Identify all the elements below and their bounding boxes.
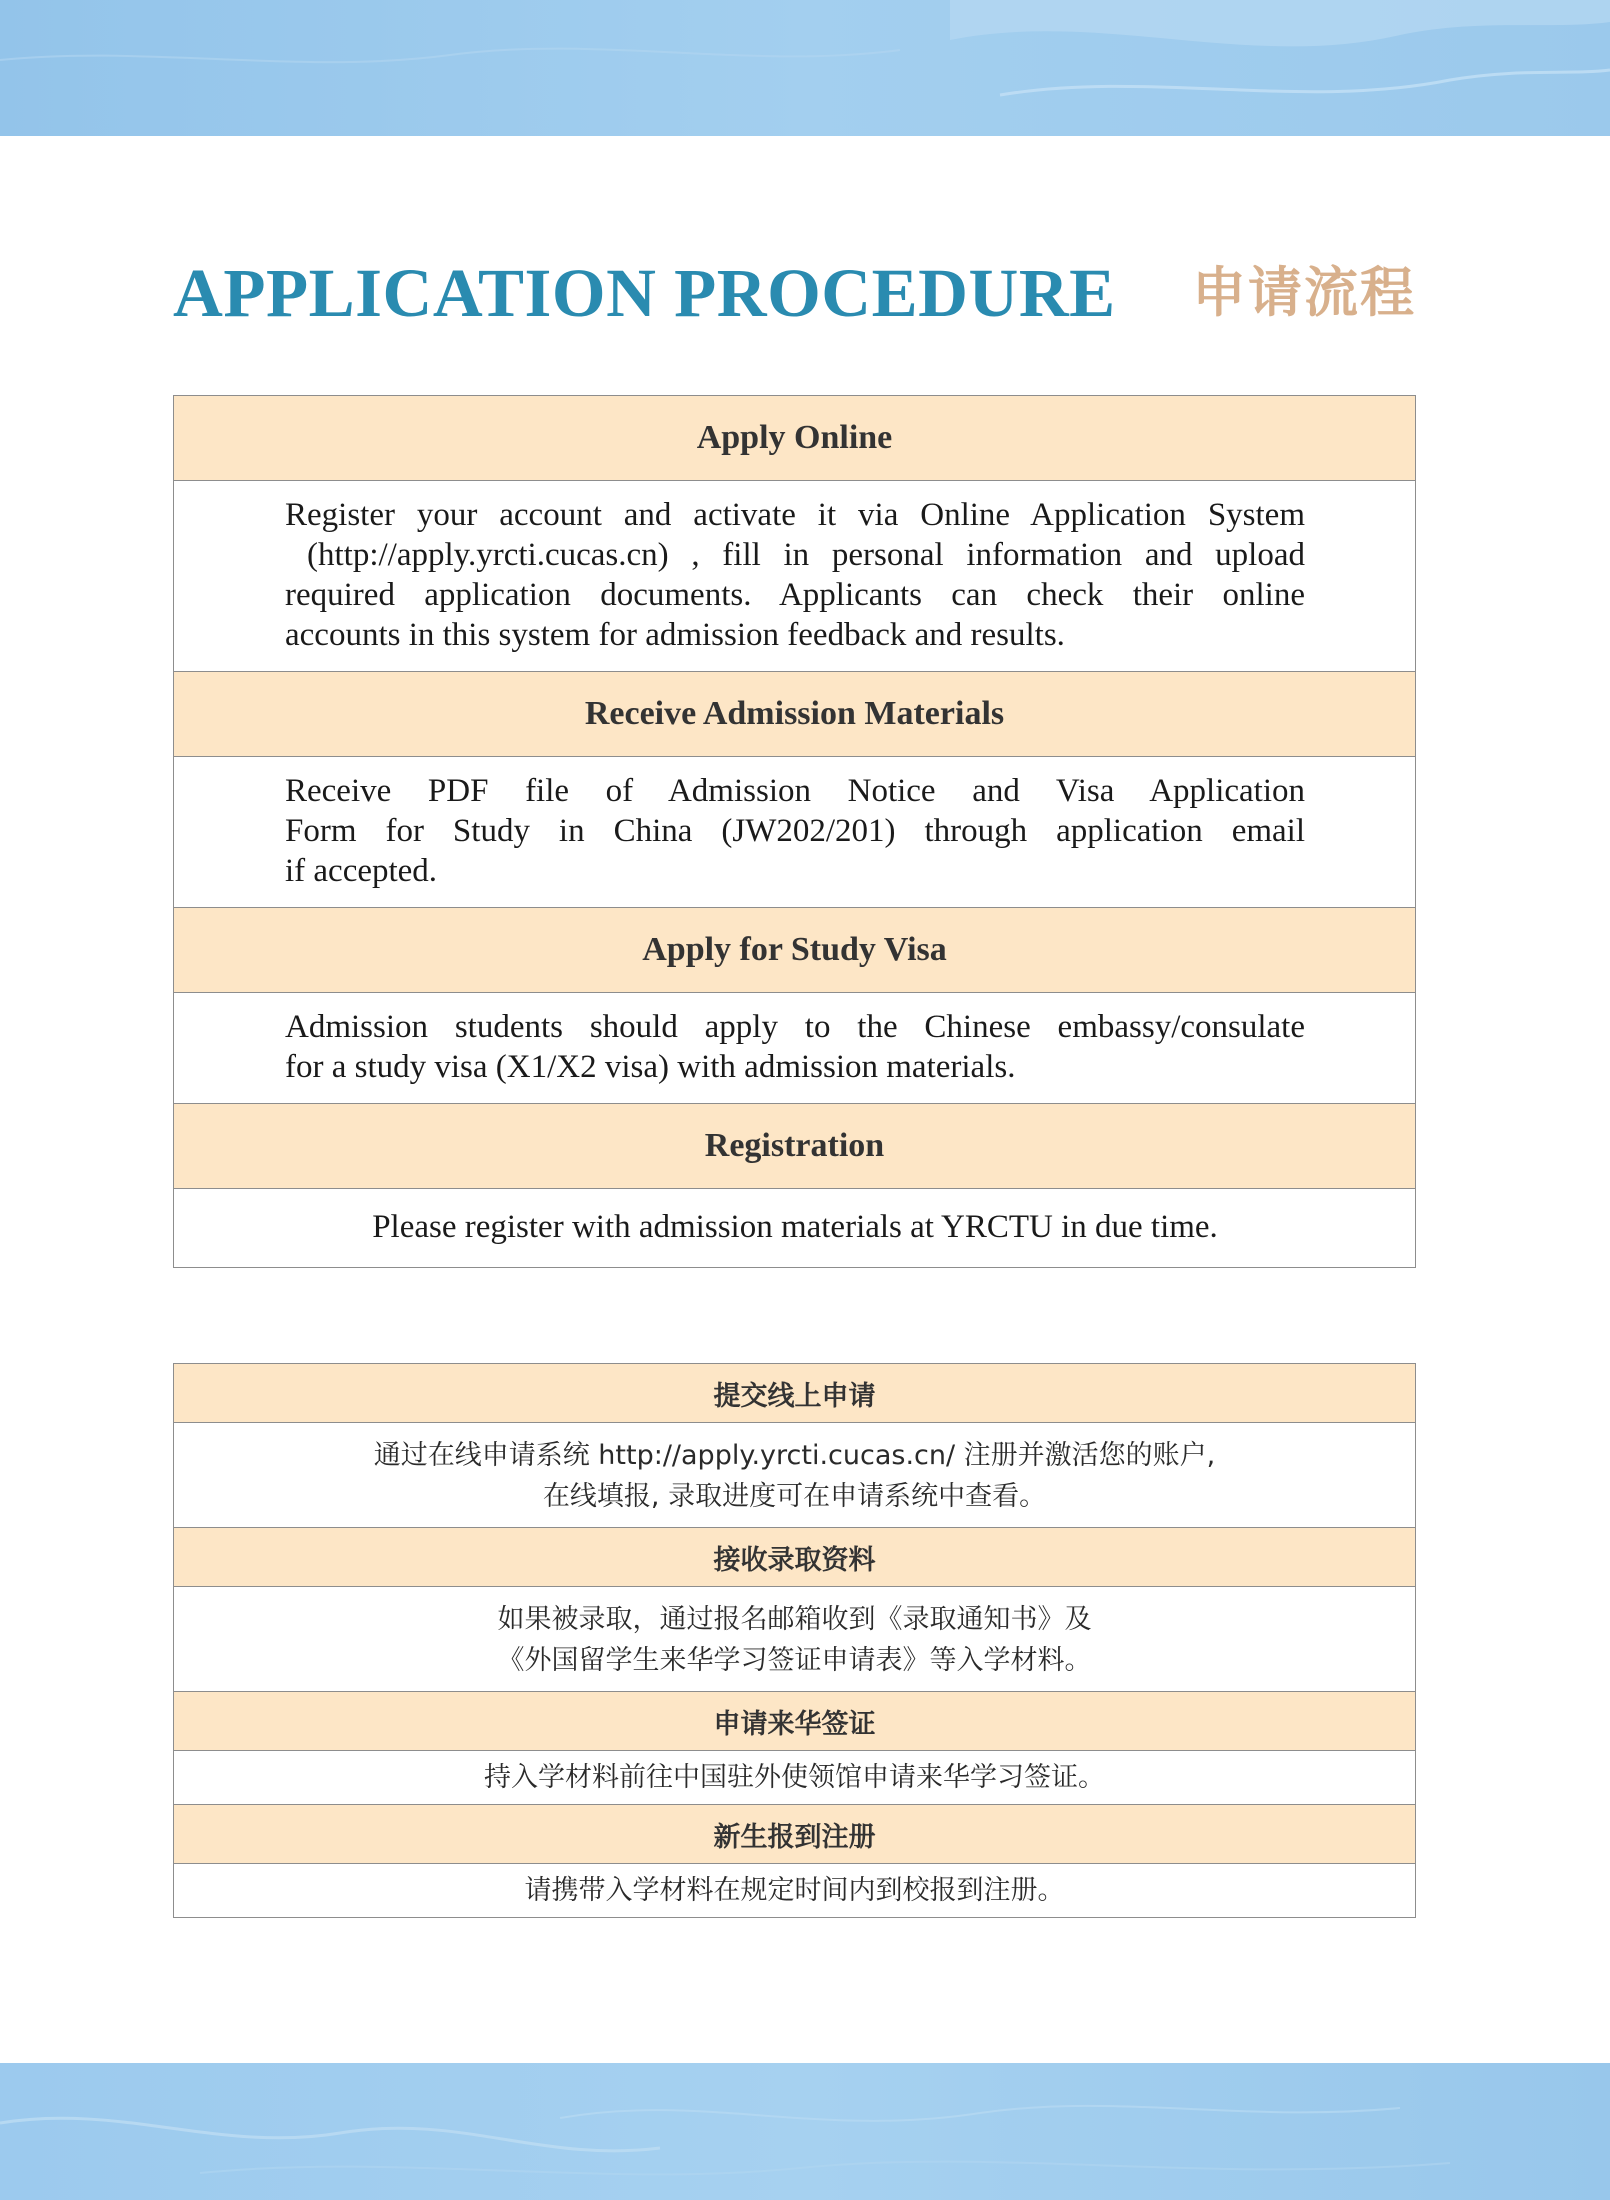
step-header-study-visa: Apply for Study Visa bbox=[174, 908, 1416, 993]
step-text-line: 如果被录取，通过报名邮箱收到《录取通知书》及 bbox=[497, 1604, 1092, 1635]
english-procedure-table bbox=[173, 395, 1416, 1268]
title-chinese: 申请流程 bbox=[1192, 261, 1416, 324]
step-text-line: 在线填报, 录取进度可在申请系统中查看。 bbox=[542, 1481, 1047, 1512]
step-text-line: required application documents. Applicants can check their online bbox=[285, 577, 1305, 613]
step-text-line: for a study visa (X1/X2 visa) with admission materials. bbox=[285, 1049, 1016, 1085]
chinese-procedure-table bbox=[173, 1363, 1416, 1918]
step-body-cn-receive-materials bbox=[174, 1587, 1416, 1692]
step-header-registration: Registration bbox=[174, 1104, 1416, 1189]
step-header-cn-receive-materials: 接收录取资料 bbox=[174, 1528, 1416, 1587]
step-body-apply-online bbox=[174, 481, 1416, 672]
step-header-cn-apply-online: 提交线上申请 bbox=[174, 1364, 1416, 1423]
bottom-banner bbox=[0, 2063, 1610, 2200]
step-text-line: Form for Study in China (JW202/201) through application email bbox=[285, 813, 1305, 849]
step-header-cn-study-visa: 申请来华签证 bbox=[174, 1692, 1416, 1751]
step-body-study-visa bbox=[174, 993, 1416, 1104]
step-header-cn-registration: 新生报到注册 bbox=[174, 1805, 1416, 1864]
step-text-line: if accepted. bbox=[285, 853, 438, 889]
step-text-line: Please register with admission materials at YRCTU in due time. bbox=[372, 1209, 1218, 1245]
step-text-line: Receive PDF file of Admission Notice and Visa Application bbox=[285, 773, 1305, 809]
step-body-receive-materials bbox=[174, 757, 1416, 908]
title-english: APPLICATION PROCEDURE bbox=[173, 255, 1116, 331]
step-body-cn-apply-online bbox=[174, 1423, 1416, 1528]
step-text-line: Admission students should apply to the Chinese embassy/consulate bbox=[285, 1009, 1305, 1045]
step-text-line: 通过在线申请系统 http://apply.yrcti.cucas.cn/ 注册并激活您的账户, bbox=[373, 1440, 1216, 1471]
step-text-line: 持入学材料前往中国驻外使领馆申请来华学习签证。 bbox=[484, 1762, 1105, 1793]
step-header-receive-materials: Receive Admission Materials bbox=[174, 672, 1416, 757]
step-text-line: (http://apply.yrcti.cucas.cn) , fill in personal information and upload bbox=[307, 537, 1305, 573]
top-banner bbox=[0, 0, 1610, 136]
step-text-line: 请携带入学材料在规定时间内到校报到注册。 bbox=[524, 1875, 1065, 1906]
step-text-line: Register your account and activate it via Online Application System bbox=[285, 497, 1305, 533]
step-header-apply-online: Apply Online bbox=[174, 396, 1416, 481]
step-text-line: accounts in this system for admission feedback and results. bbox=[285, 617, 1065, 653]
step-body-cn-study-visa bbox=[174, 1751, 1416, 1805]
step-body-registration bbox=[174, 1189, 1416, 1268]
step-text-line: 《外国留学生来华学习签证申请表》等入学材料。 bbox=[497, 1645, 1092, 1676]
step-body-cn-registration bbox=[174, 1864, 1416, 1918]
page-title bbox=[173, 248, 1416, 338]
